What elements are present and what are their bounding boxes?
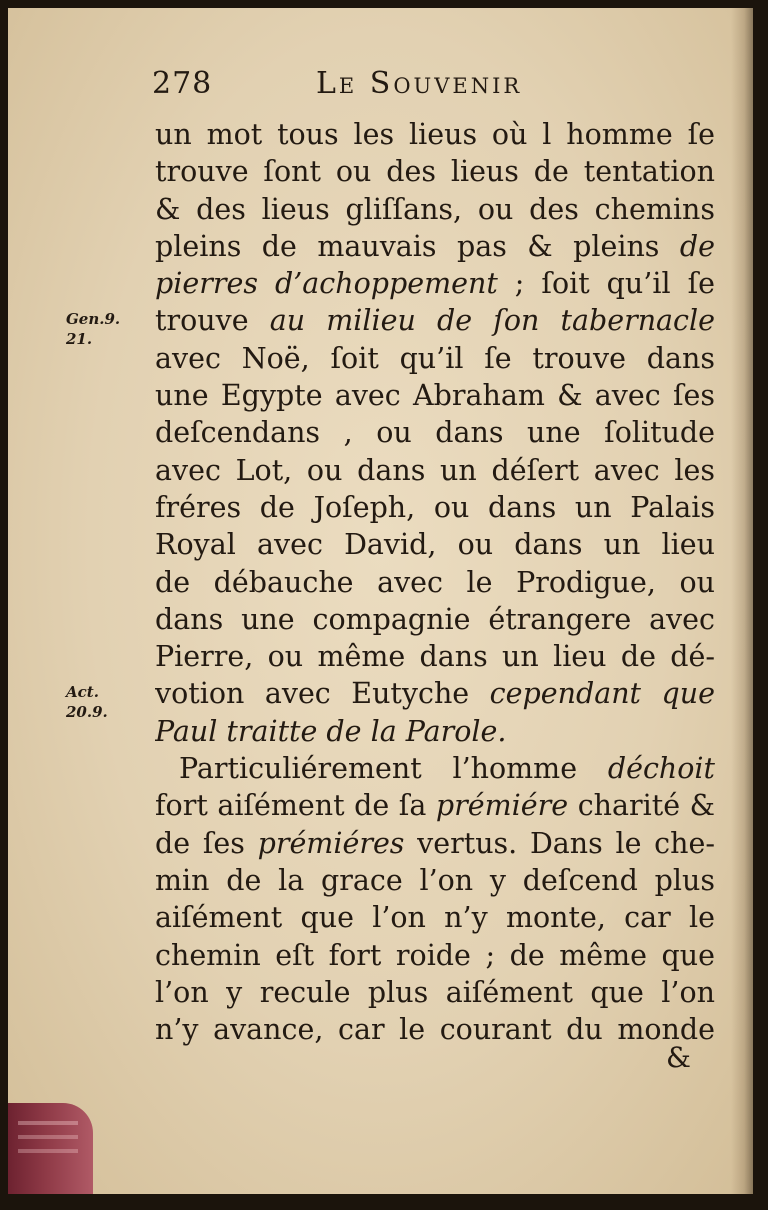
text-line	[155, 191, 715, 228]
italic-segment: au milieu de ſon tabernacle	[269, 304, 715, 338]
text-segment: deſcendans , ou dans une ſolitude	[155, 416, 715, 450]
text-line	[155, 302, 715, 339]
italic-segment: pierres d’achoppement	[155, 267, 498, 301]
text-line	[155, 526, 715, 563]
text-line	[155, 899, 715, 936]
text-segment: dans une compagnie étrangere avec	[155, 602, 715, 636]
text-line	[155, 825, 715, 862]
text-segment: avec Noë, ſoit qu’il ſe trouve dans	[155, 341, 715, 375]
catchword: &	[666, 1041, 691, 1074]
text-segment: l’on y recule plus aiſément que l’on	[155, 975, 715, 1009]
text-line	[155, 228, 715, 265]
text-segment: aiſément que l’on n’y monte, car le	[155, 901, 715, 935]
italic-segment: déchoit	[607, 752, 715, 786]
text-segment: min de la grace l’on y deſcend plus	[155, 863, 715, 897]
text-line	[155, 153, 715, 190]
text-segment: charité &	[568, 789, 715, 823]
bookmark-ribbon	[8, 1103, 93, 1194]
text-line	[155, 116, 715, 153]
text-line	[155, 862, 715, 899]
text-line	[155, 1011, 715, 1048]
italic-segment: Paul traitte de la Parole.	[155, 714, 507, 748]
text-segment: & des lieus gliſſans, ou des chemins	[155, 192, 715, 226]
text-line	[155, 713, 715, 750]
text-line	[155, 675, 715, 712]
italic-segment: prémiéres	[257, 826, 405, 860]
italic-segment: de	[679, 229, 715, 263]
marginal-reference-verse: 21.	[66, 329, 93, 348]
page-number: 278	[152, 66, 213, 101]
running-head	[148, 66, 588, 106]
text-segment: chemin eſt fort roide ; de même que	[155, 938, 715, 972]
text-segment: fréres de Joſeph, ou dans un Palais	[155, 490, 715, 524]
text-segment: n’y avance, car le courant du monde	[155, 1013, 715, 1047]
text-segment: de débauche avec le Prodigue, ou	[155, 565, 715, 599]
text-line	[155, 340, 715, 377]
text-segment: Royal avec David, ou dans un lieu	[155, 528, 715, 562]
text-line	[155, 937, 715, 974]
text-line	[155, 974, 715, 1011]
text-line	[155, 489, 715, 526]
text-segment: de ſes	[155, 826, 258, 860]
text-line	[155, 638, 715, 675]
marginal-reference-verse: 20.9.	[66, 702, 108, 721]
italic-segment: cependant que	[489, 677, 715, 711]
running-title: Le Souvenir	[316, 66, 523, 101]
text-segment: Pierre, ou même dans un lieu de dé-	[155, 640, 715, 674]
text-segment: fort aiſément de ſa	[155, 789, 436, 823]
text-line	[155, 787, 715, 824]
text-line	[155, 452, 715, 489]
text-segment: avec Lot, ou dans un déſert avec les	[155, 453, 715, 487]
text-segment: trouve	[155, 304, 270, 338]
marginal-reference	[66, 682, 108, 722]
text-segment: pleins de mauvais pas & pleins	[155, 229, 680, 263]
text-segment: trouve ſont ou des lieus de tentation	[155, 155, 715, 189]
text-line	[155, 265, 715, 302]
text-segment: vertus. Dans le che-	[404, 826, 715, 860]
text-segment: Particuliérement l’homme	[179, 752, 608, 786]
text-segment: ; ſoit qu’il ſe	[497, 267, 715, 301]
text-line	[155, 564, 715, 601]
text-segment: une Egypte avec Abraham & avec ſes	[155, 379, 715, 413]
text-segment: votion avec Eutyche	[155, 677, 490, 711]
marginal-reference	[66, 309, 120, 349]
text-line	[155, 377, 715, 414]
marginal-reference-book: Act.	[66, 682, 99, 701]
text-line	[155, 750, 715, 787]
text-line	[155, 601, 715, 638]
text-line	[155, 414, 715, 451]
book-page	[8, 8, 753, 1194]
body-text	[155, 116, 715, 1048]
marginal-reference-book: Gen.9.	[66, 309, 121, 328]
text-segment: un mot tous les lieus où l homme ſe	[155, 118, 715, 151]
italic-segment: prémiére	[435, 789, 569, 823]
page-gutter-shadow	[731, 8, 753, 1194]
